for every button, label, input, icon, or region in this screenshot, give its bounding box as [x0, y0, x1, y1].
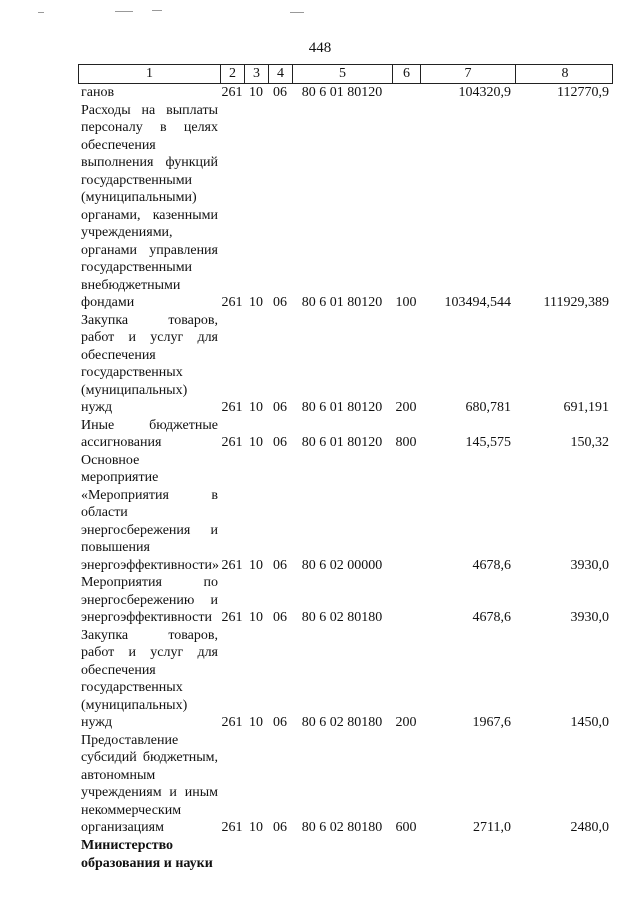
- row-c2: 261: [221, 295, 243, 310]
- table-row: [78, 102, 613, 312]
- row-c4: 06: [273, 435, 287, 450]
- table-row: [78, 417, 613, 452]
- table-body: [78, 84, 613, 873]
- row-c6: 800: [395, 435, 417, 450]
- row-c5: 80 6 01 80120: [301, 295, 383, 310]
- row-c7: 104320,9: [458, 85, 511, 100]
- row-name: Министерство образования и науки: [81, 837, 213, 871]
- row-c4: 06: [273, 557, 287, 573]
- row-c2: 261: [221, 820, 243, 835]
- row-name: Основное мероприятие «Мероприятия в области энергосбережения и повышения энергоэффективности»: [81, 452, 219, 573]
- row-c3: 10: [249, 557, 263, 573]
- row-c6: 600: [395, 820, 417, 835]
- row-c2: 261: [221, 85, 243, 100]
- header-col-3: 3: [245, 65, 269, 83]
- row-c3: 10: [249, 610, 263, 625]
- row-c2: 261: [221, 610, 243, 625]
- row-c3: 10: [249, 400, 263, 415]
- header-col-8: 8: [561, 66, 569, 81]
- header-col-4: 4: [269, 65, 293, 83]
- row-name: Закупка товаров, работ и услуг для обеспечения государственных (муниципальных) нужд: [81, 627, 218, 730]
- row-name: ганов: [81, 85, 115, 100]
- table-row: [78, 312, 613, 417]
- row-c7: 103494,544: [444, 295, 511, 310]
- header-col-6: 6: [393, 65, 421, 83]
- row-c4: 06: [273, 85, 287, 100]
- row-c2: 261: [221, 557, 243, 573]
- page-number: 448: [308, 40, 332, 56]
- row-c7: 2711,0: [473, 820, 511, 835]
- row-c8: 111929,389: [543, 295, 609, 310]
- row-c5: 80 6 01 80120: [301, 400, 383, 415]
- row-c8: 691,191: [563, 400, 609, 415]
- row-c5: 80 6 02 00000: [301, 557, 383, 573]
- row-c6: 200: [395, 715, 417, 730]
- row-c2: 261: [221, 435, 243, 450]
- row-c2: 261: [221, 400, 243, 415]
- table-row: [78, 452, 613, 575]
- row-c4: 06: [273, 610, 287, 625]
- table-row: [78, 84, 613, 102]
- row-name: Иные бюджетные ассигнования: [81, 417, 218, 450]
- row-c5: 80 6 01 80120: [301, 85, 383, 100]
- row-name: Расходы на выплаты персоналу в целях обеспечения выполнения функций государственными (муниципальными) органами, казенными учреждениями, органами управления государственными внебюджетными фондами: [81, 102, 218, 310]
- row-c4: 06: [273, 715, 287, 730]
- row-c7: 145,575: [465, 435, 511, 450]
- row-c3: 10: [249, 435, 263, 450]
- row-c8: 1450,0: [570, 715, 609, 730]
- row-c6: 200: [395, 400, 417, 415]
- row-c8: 3930,0: [570, 610, 609, 625]
- row-c3: 10: [249, 85, 263, 100]
- row-c3: 10: [249, 820, 263, 835]
- row-c2: 261: [221, 715, 243, 730]
- row-c8: 3930,0: [570, 557, 609, 573]
- row-c4: 06: [273, 820, 287, 835]
- row-c5: 80 6 02 80180: [301, 820, 383, 835]
- row-c8: 112770,9: [557, 85, 609, 100]
- row-c4: 06: [273, 400, 287, 415]
- table-row: [78, 837, 613, 873]
- table-header: [78, 64, 613, 84]
- row-c4: 06: [273, 295, 287, 310]
- row-c7: 4678,6: [472, 557, 511, 573]
- row-c7: 1967,6: [472, 715, 511, 730]
- row-c8: 2480,0: [570, 820, 609, 835]
- table-row: [78, 574, 613, 627]
- row-c5: 80 6 01 80120: [301, 435, 383, 450]
- table-row: [78, 627, 613, 732]
- row-c3: 10: [249, 295, 263, 310]
- row-name: Закупка товаров, работ и услуг для обеспечения государственных (муниципальных) нужд: [81, 312, 218, 415]
- row-name: Предоставление субсидий бюджетным, автономным учреждениям и иным некоммерческим организациям: [81, 732, 218, 835]
- row-c6: 100: [395, 295, 417, 310]
- row-c8: 150,32: [570, 435, 609, 450]
- header-col-5: 5: [293, 65, 393, 83]
- row-c5: 80 6 02 80180: [301, 610, 383, 625]
- row-c5: 80 6 02 80180: [301, 715, 383, 730]
- scan-artifacts: [0, 8, 640, 20]
- table-row: [78, 732, 613, 837]
- row-c3: 10: [249, 715, 263, 730]
- row-c7: 680,781: [465, 400, 511, 415]
- header-col-1: 1: [79, 65, 221, 83]
- row-name: Мероприятия по энергосбережению и энергоэффективности: [81, 575, 218, 625]
- header-col-2: 2: [221, 65, 245, 83]
- header-col-7: 7: [421, 65, 516, 83]
- row-c7: 4678,6: [472, 610, 511, 625]
